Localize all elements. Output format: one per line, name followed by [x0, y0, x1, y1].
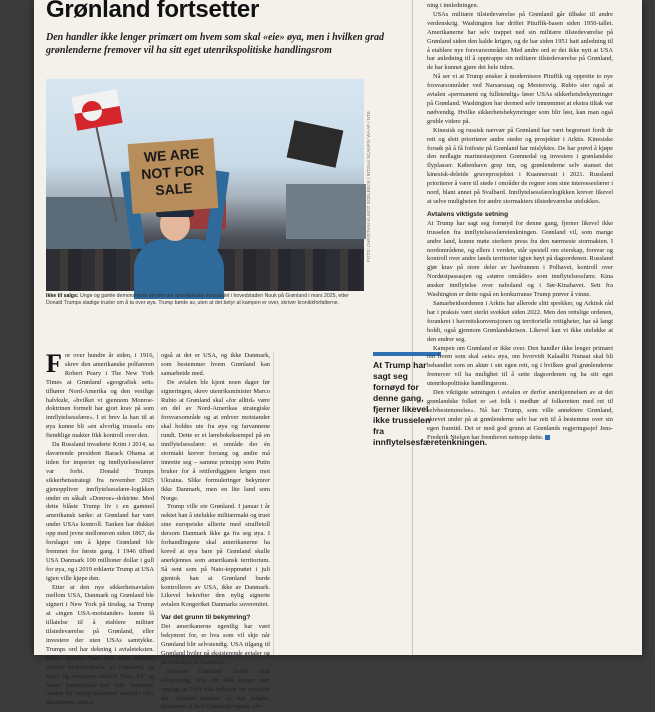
protest-photo	[46, 79, 364, 291]
paragraph: Nå ser vi at Trump ønsker å modernisere Pituffik og opprette to nye forsvarsområder ved Narsarsuaq og Mestersvig. Rubio sier også at avtalen «permanent og fullstendig» løser USAs sikkerhetsbekymringer på Grønland. Washington har dermed selv innrømmet at ekstra tiltak var nødvendig. Hvilke sikkerhetsbekymringer som blir løst, kan man også gruble videre på.	[427, 73, 613, 125]
body-column-2	[161, 352, 270, 712]
paragraph: USAs militære tilstedeværelse på Grønland går tilbake til andre verdenskrig. Washington har driftet Pituffik-basen siden 1950-tallet. Amerikanerne har selv trappet ned sin militære tilstedeværelse på Grønland siden den kalde krigen, og de har siden 1951 hatt anledning til å etablere nye forsvarsområder. Med andre ord er det ikke nytt at USA har anledning til å opptrappe sin militære tilstedeværelse på Grønland, de har kunnet gjøre det hele tiden.	[427, 10, 613, 72]
paragraph: Kinesisk og russisk nærvær på Grønland har vært begrenset fordi de rett og slett prioriterer andre steder og prosjekter i Arktis. Kinesiske forsøk på å få fotfeste på Grønland har mislyktes. De har prøvd å kjøpe den nedlagte marinestasjonen Grønnedal og investere i grønlandske flyplasser. København grep inn, og grønlenderne selv stanset det kinesisk-deleide gruveprosjektet i Kuannersuit i 2021. Russland prioriterer å være til stede i områder de regner som sine interessesfærer i nord, blant annet på Svalbard. Innflytelsessfærelogikken krever likevel at selve muligheten for andre stormakters tilstedeværelse utelukkes.	[427, 126, 613, 205]
paragraph: Kampen om Grønland er ikke over. Den handler ikke lenger primært om hvem som skal «eie» øya, om hvorvidt Kalaallit Nunaat skal bli behandlet som en aktør i sin egen rett, og i hvilken grad grønlenderne fremover vil ha mulighet til å sette dagsordenen og ha sitt eget utenrikspolitiske handlingsrom.	[427, 344, 613, 388]
end-mark-icon	[545, 435, 550, 440]
photo-credit: FOTO: CHRISTIAN KLINDT SOELBECK / RITZAU SCANPIX VIA AP / NTB	[366, 111, 371, 262]
deck: Den handler ikke lenger primært om hvem som skal «eie» øya, men i hvilken grad grønlenderne fremover vil ha sitt eget utenrikspolitiske handlingsrom	[46, 32, 385, 56]
paragraph: At Trump har sagt seg fornøyd for denne gang, fjerner likevel ikke trusselen fra innflytelsessfæretenkningen. Grønland vil, som mange andre land, kunne møte sterkere press fra den nærmeste stormakten. I nordområdene, og ellers i verden, står spesiell om eierskap, forsvar og kontroll over andre lands territorier igjen høyt på dagsordenen. Russland gjør krav på store deler av havbunnen i Polhavet, kontroll over Nordøstpassasjen og «større områder» som innflytelsessfære. Kina ønsker innflytelse over naboland og i Sør-Kinahavet. Sett fra Washington er dette også en konkurranse Trump prøver å vinne.	[427, 219, 613, 299]
column-divider	[157, 352, 158, 655]
paragraph: Etter at den nye sikkerhetsavtalen mellom USA, Danmark og Grønland ble signert i New York på tirsdag, sa Trump at «ingen USA-motstander» kunne få tillatelse til å etablere militær tilstedeværelse på Grønland, eller investere der uten USAs samtykke. Trumps ord har dekning i avtaleteksten. Staten utenfor Nato kan ikke etablere militær tilstedeværelse på Grønland, og stater og investorer utenfor Nato, EU og Natos partnerland kan ikke investere «inden for særlig følsomme sektorer eller aktiviteter» uten at	[46, 583, 154, 707]
newspaper-page	[34, 0, 642, 711]
paragraph: Da Russland invaderte Krim i 2014, sa daværende president Barack Obama at tiden for imperier og innflytelsessfærer var forbi. Donald Trumps sikkerhetsstrategi fra november 2025 gjenoppliver innflytelsessfære-logikken under en såkalt «Donroe»-doktrine. Med dette blåste Trump liv i en gammel amerikansk tanke: at Grønland har vært under USAs kontroll. Tanken har dukket opp med jevne mellomrom siden 1867, da forslaget om å kjøpe Grønland ble fremmet for første gang. I 1946 tilbød USA Danmark 100 millioner dollar i gull for øya, og i 2019 erklærte Trump at USA igjen ville kjøpe den.	[46, 441, 154, 582]
body-column-1	[46, 349, 154, 708]
subheading: Var det grunn til bekymring?	[161, 614, 251, 622]
column-divider	[273, 352, 274, 655]
paragraph: Samarbeidsordenen i Arktis har allerede slitt sprekker, og Arktisk råd har i praksis vært sterkt svekket siden 2022. Men den rettslige ordenen, forankret i havrettskonvensjonen og territorielle rettigheter, har så langt holdt, også gjennom Grønlandskrisen. Likevel kan vi ikke utelukke at den endrer seg.	[427, 300, 613, 343]
protest-sign: WE ARE NOT FOR SALE	[128, 138, 219, 214]
paragraph: Trump ville eie Grønland. I januar i år nektet han å utelukke militærmakt og truet sine europeiske allierte med straffetoll dersom Danmark ikke ga fra seg øya. I forhandlingene skal amerikanerne ha krevd at øya bare på Grønland skulle anerkjennes som amerikansk territorium. Så sent som på Nato-toppmøtet i juli gjentok han at Grønland burde kontrolleres av USA, ikke av Danmark. Likevel bekrefter den nylig signerte avtalen Kongeriket Danmarks suverenitet.	[161, 503, 270, 609]
body-column-right	[427, 2, 613, 443]
drop-cap: F	[46, 349, 62, 378]
paragraph: De avtalen ble kjent noen dager før signeringen, skrev utenriksminister Marco Rubio at Grønland skal «for alltid» være en del av Nord-Amerikas strategiske forsvarsområde og at enhver motstander skal holdes ute fra øya og farvannene rundt. Dette er et lærebokeksempel på en innflytelsessfære: et område der én stormakt krever forrang og andre må innrette seg – samme prinsipp som Putin bruker for å rettferdiggjøre krigen mot Ukraina. Slike formuleringer bekymrer ikke Danmark, men en lite land som Norge.	[161, 378, 270, 502]
paragraph: ning i innledningen.	[427, 2, 479, 9]
paragraph: Det amerikanerne egentlig har vært bekymret for, er hva som vil skje når Grønland blir selvstendig. USA tilgang til Grønland hviler på eksisterende avtaler og på forholdet til Danmark.	[161, 623, 270, 666]
protester-body	[134, 239, 224, 299]
subheading: Avtalens viktigste setning	[427, 210, 509, 218]
paragraph: også at det er USA, og ikke Danmark, som bestemmer hvem Grønland kan samarbeide med.	[161, 352, 270, 377]
paragraph: Dersom Grønland hadde blitt selvstendig, ville det ikke lenger vært opplagt at USA fikk beholde sin posisjon der. Avtalen landene nå har inngått, innebærer at hvis Grønland oppnår selv-	[161, 667, 270, 711]
caption-text: Unge og gamle demonstrerte utenfor det amerikanske konsulatet i hovedstaden Nuuk på Grønland i mars 2025, etter Donald Trumps stadige trusler om å ta over øya. Trump børde av, uten at det betyr at kampen er over, skriver kronikkforfatterne.	[46, 293, 349, 307]
photo-caption	[46, 293, 364, 307]
paragraph: For over hundre år siden, i 1916, skrev den amerikanske polfareren Robert Peary i The New York Times at Grønland «geografisk sett» tilhører Nord-Amerika og den vestlige halvkule, «hvilket vi gjennom Monroe-doktrinen formelt har gjort krav på som innflytelsessfære». I et brev la han til at øya kunne bli «en alvorlig trussel» om fiendtlige makter fikk kontroll over den.	[46, 349, 154, 440]
column-divider	[412, 0, 413, 655]
photo-building	[46, 197, 134, 257]
paragraph: Den viktigste setningen i avtalen er derfor anerkjennelsen av at det grønlandske folket er «et folk i medhør af folkeretten med ret til selvbestemmelse». Nå har Trump, som ville annektere Grønland, skrevet under på at grønlenderne selv har rett til å bestemme over sin egen framtid. Det er med god grunn at Grønlands regjeringssjef Jens-Frederik Nielsen har fremhevet nettopp dette.	[427, 389, 613, 441]
photo-building	[286, 184, 366, 239]
caption-lead: Ikke til salgs:	[46, 293, 79, 299]
pull-quote: At Trump har sagt seg fornøyd for denne gang, fjerner likevel ikke trusselen fra innflytelsesfæretenkningen.	[373, 352, 441, 448]
headline: Grønland fortsetter	[46, 0, 259, 23]
protest-sign-secondary	[287, 120, 344, 168]
